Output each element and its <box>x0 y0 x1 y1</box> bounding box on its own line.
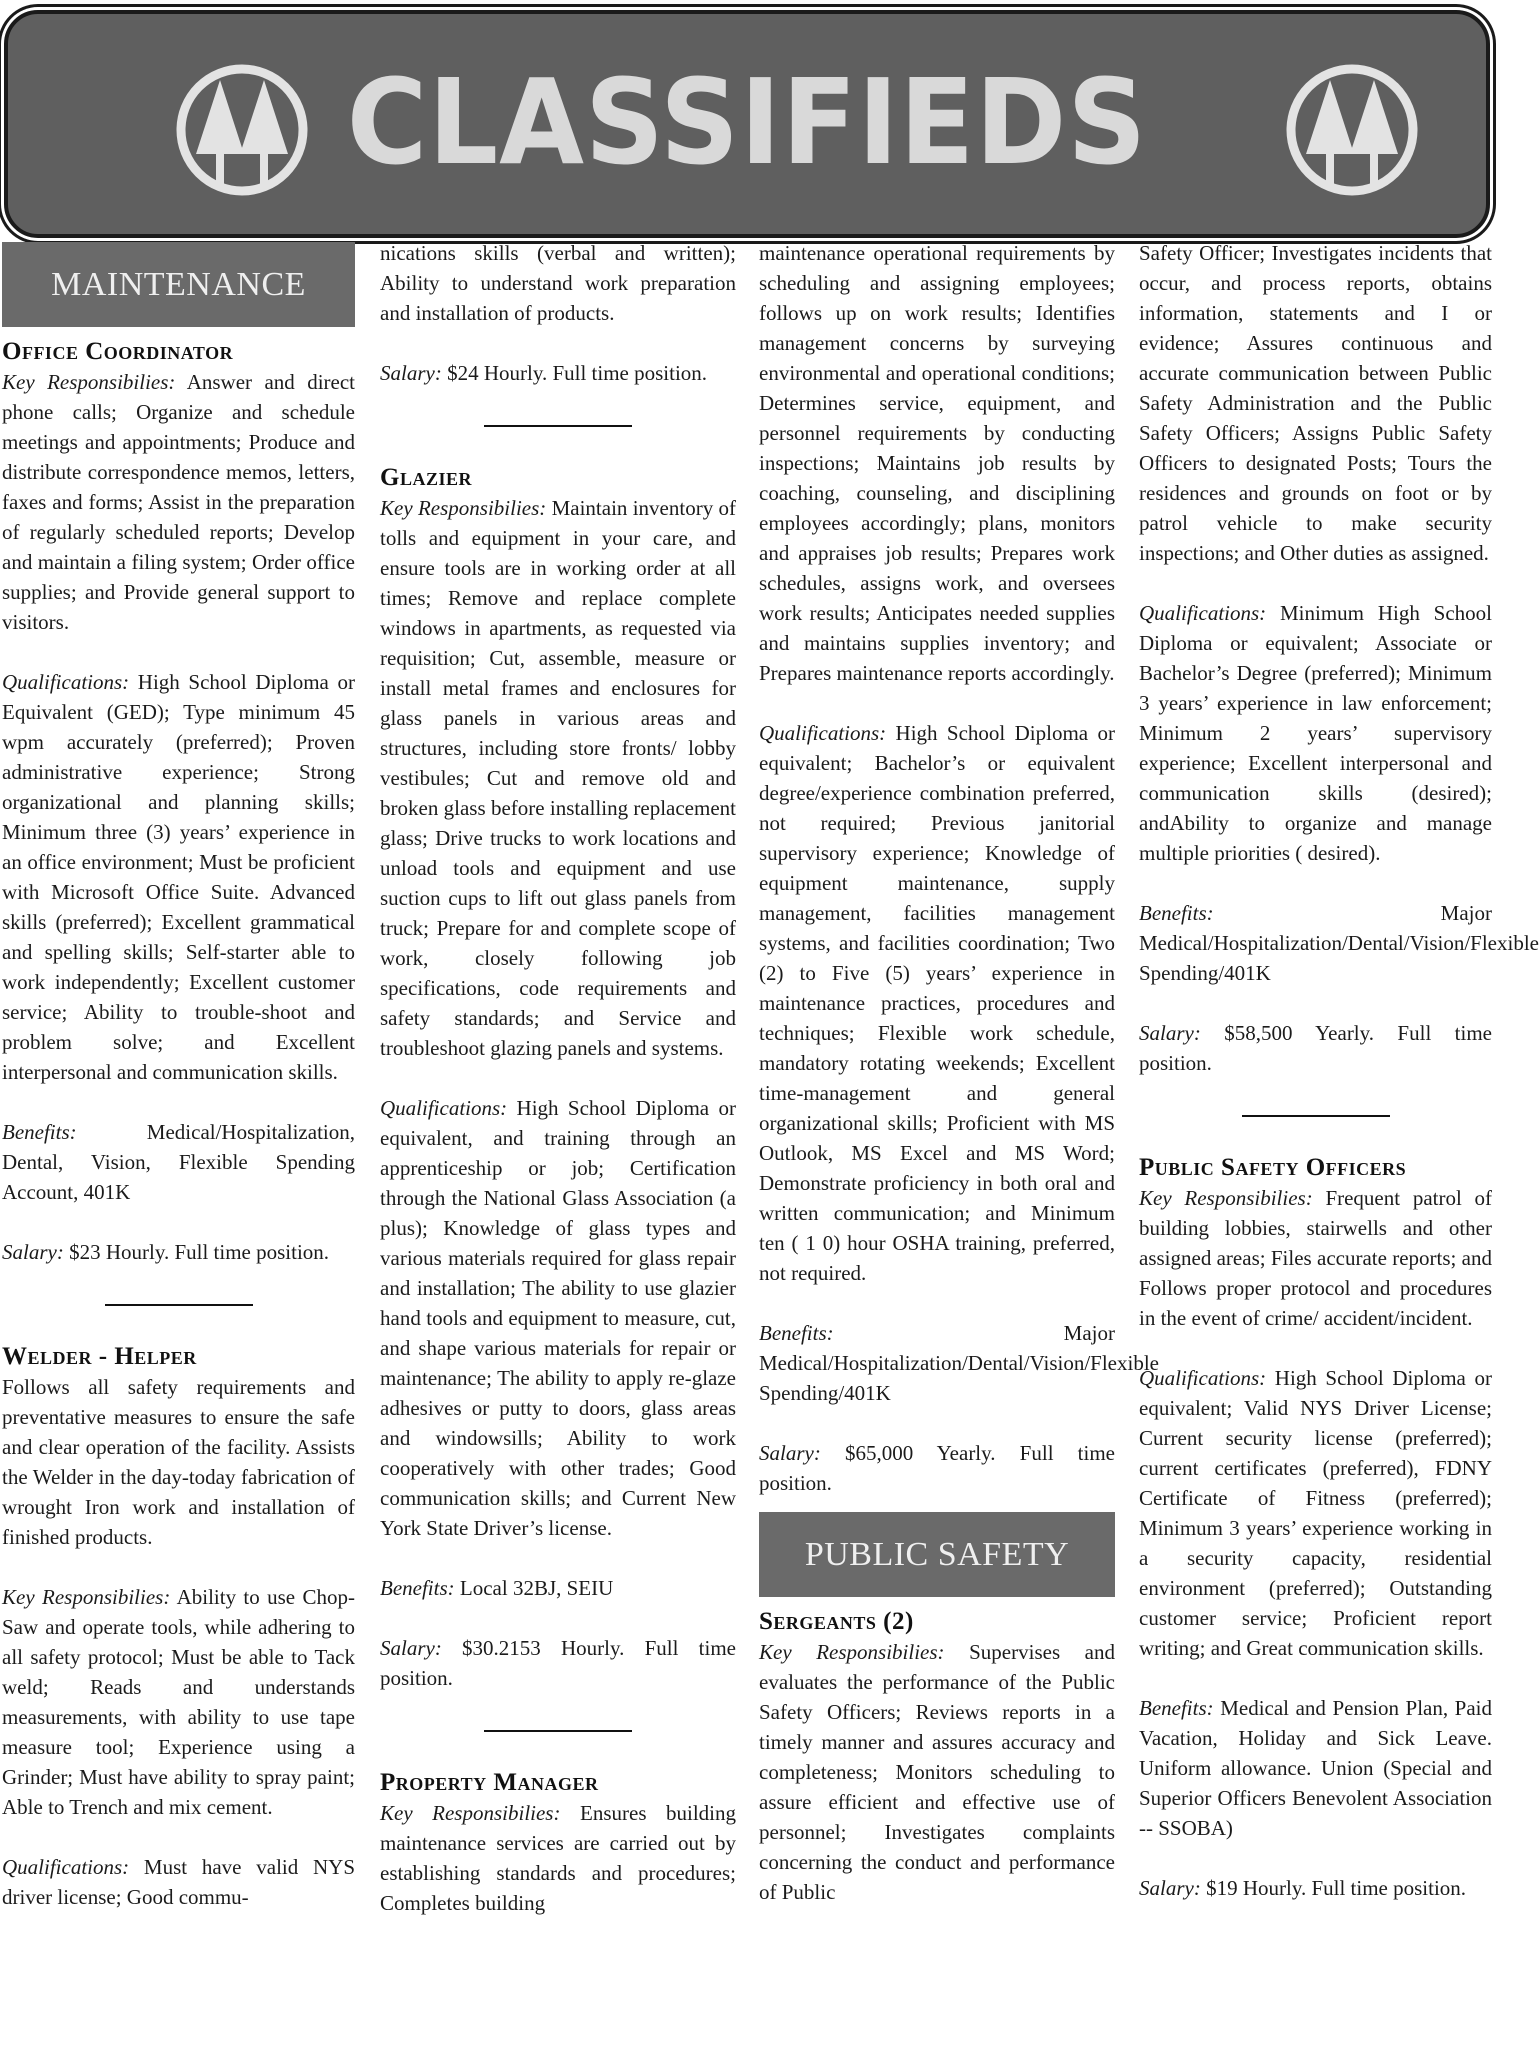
welder-helper-salary: Salary: $24 Hourly. Full time position. <box>380 361 708 385</box>
column-2 <box>380 238 736 2048</box>
label-salary: Salary: <box>759 1441 821 1465</box>
job-title-welder-helper: Welder - Helper <box>2 1343 197 1370</box>
label-benefits: Benefits: <box>380 1576 455 1600</box>
section-heading-maintenance: MAINTENANCE <box>2 242 355 327</box>
section-heading-public-safety: PUBLIC SAFETY <box>759 1512 1115 1597</box>
label-benefits: Benefits: <box>759 1321 834 1345</box>
sergeants-benefits: Benefits: Major Medical/Hospitalization/Dental/Vision/Flexible Spending/401K <box>1139 901 1539 985</box>
label-benefits: Benefits: <box>1139 1696 1214 1720</box>
label-qualifications: Qualifications: <box>2 1855 130 1879</box>
divider <box>1242 1115 1390 1117</box>
classifieds-banner <box>4 10 1490 238</box>
label-benefits: Benefits: <box>1139 901 1214 925</box>
office-coordinator-benefits: Benefits: Medical/Hospitalization, Dental, Vision, Flexible Spending Account, 401K <box>2 1120 355 1204</box>
glazier-benefits: Benefits: Local 32BJ, SEIU <box>380 1576 614 1600</box>
public-safety-officers-responsibilities: Key Responsibilies: Frequent patrol of building lobbies, stairwells and other assigned areas; Files accurate reports; and Follows proper protocol and procedures in the event of crime/ accident/incident. <box>1139 1186 1493 1330</box>
label-salary: Salary: <box>2 1240 64 1264</box>
sergeants-qualifications: Qualifications: Minimum High School Diploma or equivalent; Associate or Bachelor’s Degree (preferred); Minimum 3 years’ experience in law enforcement; Minimum 2 years’ supervisory experience; Excellent interpersonal and communication skills (desired); andAbility to organize and manage multiple priorities ( desired). <box>1139 601 1492 865</box>
label-key-responsibilities: Key Responsibilies: <box>759 1640 945 1664</box>
glazier-qualifications: Qualifications: High School Diploma or equivalent, and training through an apprenticeship or job; Certification through the National Glass Association (a plus); Knowledge of glass types and various materials required for glass repair and installation; The ability to use glazier hand tools and equipment to measure, cut, and shape various materials for repair or maintenance; The ability to apply re-glaze adhesives or putty to doors, glass areas and windowsills; Ability to work cooperatively with other trades; Good communication skills; and Current New York State Driver’s license. <box>380 1096 736 1540</box>
office-coordinator-responsibilities: Key Responsibilies: Answer and direct phone calls; Organize and schedule meetings and appointments; Produce and distribute correspondence memos, letters, faxes and forms; Assist in the preparation of regularly scheduled reports; Develop and maintain a filing system; Order office supplies; and Provide general support to visitors. <box>2 370 355 634</box>
label-qualifications: Qualifications: <box>759 721 887 745</box>
glazier-responsibilities: Key Responsibilies: Maintain inventory of tolls and equipment in your care, and ensure tools are in working order at all times; Remove and replace complete windows in apartments, as requested via requisition; Cut, assemble, measure or install metal frames and enclosures for glass panels in various areas and structures, including store fronts/ lobby vestibules; Cut and remove old and broken glass before installing replacement glass; Drive trucks to work locations and unload tools and equipment and use suction cups to lift out glass panels from truck; Prepare for and complete scope of work, closely following job specifications, code requirements and safety standards; and Service and troubleshoot glazing panels and systems. <box>380 496 737 1060</box>
public-safety-officers-qualifications: Qualifications: High School Diploma or equivalent; Valid NYS Driver License; Current security license (preferred); current certificates (preferred), FDNY Certificate of Fitness (preferred); Minimum 3 years’ experience working in a security capacity, residential environment (preferred); Outstanding customer service; Proficient report writing; and Great communication skills. <box>1139 1366 1492 1660</box>
job-title-sergeants: Sergeants (2) <box>759 1608 914 1635</box>
label-salary: Salary: <box>1139 1876 1201 1900</box>
public-safety-officers-benefits: Benefits: Medical and Pension Plan, Paid Vacation, Holiday and Sick Leave. Uniform allowance. Union (Special and Superior Officers Benevolent Association -- SSOBA) <box>1139 1696 1492 1840</box>
office-coordinator-qualifications: Qualifications: High School Diploma or Equivalent (GED); Type minimum 45 wpm accurately (preferred); Proven administrative experience; Strong organizational and planning skills; Minimum three (3) years’ experience in an office environment; Must be proficient with Microsoft Office Suite. Advanced skills (preferred); Excellent grammatical and spelling skills; Self-starter able to work independently; Excellent customer service; Ability to trouble-shoot and problem solve; and Excellent interpersonal and communication skills. <box>2 670 355 1084</box>
label-key-responsibilities: Key Responsibilies: <box>380 1801 561 1825</box>
job-title-public-safety-officers: Public Safety Officers <box>1139 1154 1407 1181</box>
sergeants-responsibilities-continued: Safety Officer; Investigates incidents that occur, and process reports, obtains information, statements and I or evidence; Assures continuous and accurate communication between Public Safety Administration and the Public Safety Officers; Assigns Public Safety Officers to designated Posts; Tours the residences and grounds on foot or by patrol vehicle to make security inspections; and Other duties as assigned. <box>1139 241 1492 565</box>
pine-trees-emblem-icon <box>1284 62 1420 198</box>
sergeants-responsibilities: Key Responsibilies: Supervises and evaluates the performance of the Public Safety Officers; Reviews reports in a timely manner and assures accuracy and completeness; Monitors scheduling to assure efficient and effective use of personnel; Investigates complaints concerning the conduct and performance of Public <box>759 1640 1116 1904</box>
label-salary: Salary: <box>380 361 442 385</box>
label-key-responsibilities: Key Responsibilies: <box>1139 1186 1313 1210</box>
divider <box>484 425 632 427</box>
label-salary: Salary: <box>1139 1021 1201 1045</box>
label-qualifications: Qualifications: <box>380 1096 508 1120</box>
welder-helper-responsibilities: Key Responsibilies: Ability to use Chop-Saw and operate tools, while adhering to all safety protocol; Must be able to Tack weld; Reads and understands measurements, with ability to use tape measure tool; Experience using a Grinder; Must have ability to spray paint; Able to Trench and mix cement. <box>2 1585 355 1819</box>
job-title-property-manager: Property Manager <box>380 1769 599 1796</box>
property-manager-responsibilities-continued: maintenance operational requirements by scheduling and assigning employees; follows up on work results; Identifies management concerns by surveying environmental and operational conditions; Determines service, equipment, and personnel requirements by conducting inspections; Maintains job results by coaching, counseling, and disciplining employees accordingly; plans, monitors and appraises job results; Prepares work schedules, assigns work, and oversees work results; Anticipates needed supplies and maintains supplies inventory; and Prepares maintenance reports accordingly. <box>759 241 1115 685</box>
divider <box>105 1304 253 1306</box>
job-title-glazier: Glazier <box>380 464 472 491</box>
label-qualifications: Qualifications: <box>1139 1366 1267 1390</box>
label-key-responsibilities: Key Responsibilies: <box>2 1585 171 1609</box>
public-safety-officers-salary: Salary: $19 Hourly. Full time position. <box>1139 1876 1467 1900</box>
welder-helper-intro: Follows all safety requirements and preventative measures to ensure the safe and clear operation of the facility. Assists the Welder in the day-today fabrication of wrought Iron work and installation of finished products. <box>2 1375 355 1549</box>
glazier-salary: Salary: $30.2153 Hourly. Full time position. <box>380 1636 736 1690</box>
column-1 <box>2 238 355 2048</box>
page-title: CLASSIFIEDS <box>346 53 1148 191</box>
property-manager-salary: Salary: $65,000 Yearly. Full time position. <box>759 1441 1116 1495</box>
label-salary: Salary: <box>380 1636 442 1660</box>
property-manager-qualifications: Qualifications: High School Diploma or equivalent; Bachelor’s or equivalent degree/experience combination preferred, not required; Previous janitorial supervisory experience; Knowledge of equipment maintenance, supply management, facilities management systems, and facilities coordination; Two (2) to Five (5) years’ experience in maintenance practices, procedures and techniques; Flexible work schedule, mandatory rotating weekends; Excellent time-management and general organizational skills; Proficient with MS Outlook, MS Excel and MS Word; Demonstrate proficiency in both oral and written communication; and Minimum ten ( 1 0) hour OSHA training, preferred, not required. <box>759 721 1115 1285</box>
welder-helper-qualifications-continued: nications skills (verbal and written); Ability to understand work preparation and installation of products. <box>380 241 736 325</box>
welder-helper-qualifications: Qualifications: Must have valid NYS driver license; Good commu- <box>2 1855 355 1909</box>
property-manager-benefits: Benefits: Major Medical/Hospitalization/Dental/Vision/Flexible Spending/401K <box>759 1321 1159 1405</box>
divider <box>484 1730 632 1732</box>
label-qualifications: Qualifications: <box>1139 601 1267 625</box>
column-4 <box>1139 238 1539 2048</box>
label-qualifications: Qualifications: <box>2 670 130 694</box>
sergeants-salary: Salary: $58,500 Yearly. Full time position. <box>1139 1021 1493 1075</box>
label-key-responsibilities: Key Responsibilies: <box>2 370 176 394</box>
property-manager-responsibilities: Key Responsibilies: Ensures building maintenance services are carried out by establishing standards and procedures; Completes building <box>380 1801 737 1915</box>
job-title-office-coordinator: Office Coordinator <box>2 338 234 365</box>
office-coordinator-salary: Salary: $23 Hourly. Full time position. <box>2 1240 330 1264</box>
label-benefits: Benefits: <box>2 1120 77 1144</box>
column-3 <box>759 238 1159 2048</box>
label-key-responsibilities: Key Responsibilies: <box>380 496 547 520</box>
